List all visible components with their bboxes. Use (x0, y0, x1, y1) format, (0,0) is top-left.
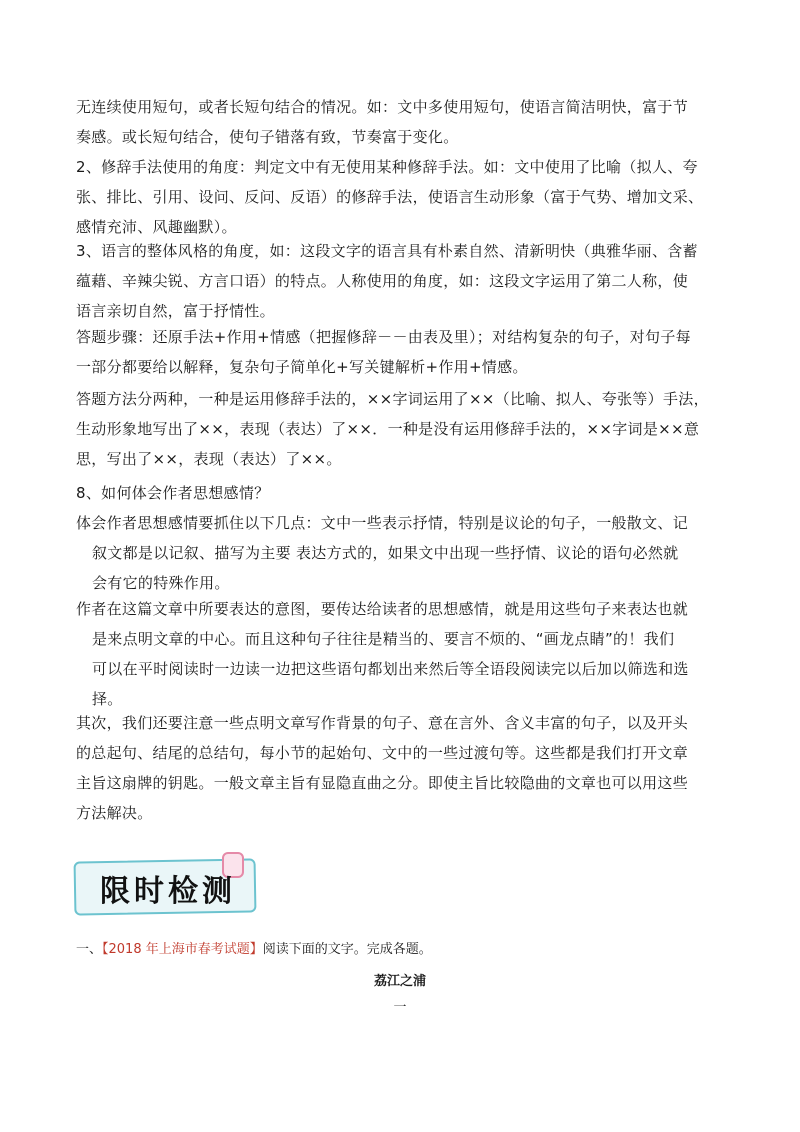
paragraph-answer-methods (76, 384, 736, 474)
text-line: 思，写出了××，表现（表达）了××。 (76, 450, 342, 468)
text-line: 答题方法分两种，一种是运用修辞手法的，××字词运用了××（比喻、拟人、夸张等）手法， (76, 390, 709, 408)
text-line: 体会作者思想感情要抓住以下几点：文中一些表示抒情，特别是议论的句子，一般散文、记 (76, 514, 689, 532)
paragraph-intent (76, 594, 736, 714)
question-line (76, 940, 432, 960)
text-line: 无连续使用短句，或者长短句结合的情况。如：文中多使用短句，使语言简洁明快，富于节 (76, 98, 689, 116)
text-line: 2、修辞手法使用的角度：判定文中有无使用某种修辞手法。如：文中使用了比喻（拟人、夸 (76, 158, 698, 176)
paragraph-rhetoric (76, 152, 736, 242)
text-line: 答题步骤：还原手法+作用+情感（把握修辞－－由表及里）；对结构复杂的句子，对句子每 (76, 328, 691, 346)
text-line: 奏感。或长短句结合，使句子错落有致，节奏富于变化。 (76, 128, 459, 146)
article-title: 荔江之浦 (373, 974, 426, 989)
paragraph-style (76, 236, 736, 326)
text-line: 主旨这扇牌的钥匙。一般文章主旨有显隐直曲之分。即使主旨比较隐曲的文章也可以用这些 (76, 774, 689, 792)
question-source-tag: 【2018 年上海市春考试题】 (102, 942, 263, 957)
text-line: 方法解决。 (76, 804, 153, 822)
section-number: 一 (393, 1000, 407, 1015)
section-banner (74, 852, 264, 914)
text-line: 择。 (92, 690, 123, 708)
paragraph-sentence-length (76, 92, 736, 152)
text-line: 会有它的特殊作用。 (92, 574, 230, 592)
banner-title: 限时检测 (100, 874, 236, 909)
paragraph-feelings (76, 508, 736, 598)
question-number: 一、 (76, 942, 103, 957)
question-instruction: 阅读下面的文字。完成各题。 (262, 942, 432, 957)
text-line: 叙文都是以记叙、描写为主要 表达方式的，如果文中出现一些抒情、议论的语句必然就 (92, 544, 679, 562)
text-line: 语言亲切自然，富于抒情性。 (76, 302, 275, 320)
paragraph-answer-steps (76, 322, 736, 382)
text-line: 一部分都要给以解释，复杂句子简单化+写关键解析+作用+情感。 (76, 358, 528, 376)
text-line: 张、排比、引用、设问、反问、反语）的修辞手法，使语言生动形象（富于气势、增加文采、 (76, 188, 704, 206)
text-line: 是来点明文章的中心。而且这种句子往往是精当的、要言不烦的、“画龙点睛”的！我们 (92, 630, 675, 648)
text-line: 作者在这篇文章中所要表达的意图，要传达给读者的思想感情，就是用这些句子来表达也就 (76, 600, 689, 618)
text-line: 3、语言的整体风格的角度，如：这段文字的语言具有朴素自然、清新明快（典雅华丽、含蓄 (76, 242, 698, 260)
text-line: 感情充沛、风趣幽默）。 (76, 218, 237, 236)
text-line: 生动形象地写出了××，表现（表达）了××．一种是没有运用修辞手法的，××字词是××意 (76, 420, 700, 438)
paragraph-secondly (76, 708, 736, 828)
text-line: 的总起句、结尾的总结句，每小节的起始句、文中的一些过渡句等。这些都是我们打开文章 (76, 744, 689, 762)
text-line: 其次，我们还要注意一些点明文章写作背景的句子、意在言外、含义丰富的句子，以及开头 (76, 714, 689, 732)
text-line: 可以在平时阅读时一边读一边把这些语句都划出来然后等全语段阅读完以后加以筛选和选 (92, 660, 689, 678)
heading-8: 8、如何体会作者思想感情？ (76, 484, 270, 502)
text-line: 蕴藉、辛辣尖锐、方言口语）的特点。人称使用的角度，如：这段文字运用了第二人称，使 (76, 272, 689, 290)
